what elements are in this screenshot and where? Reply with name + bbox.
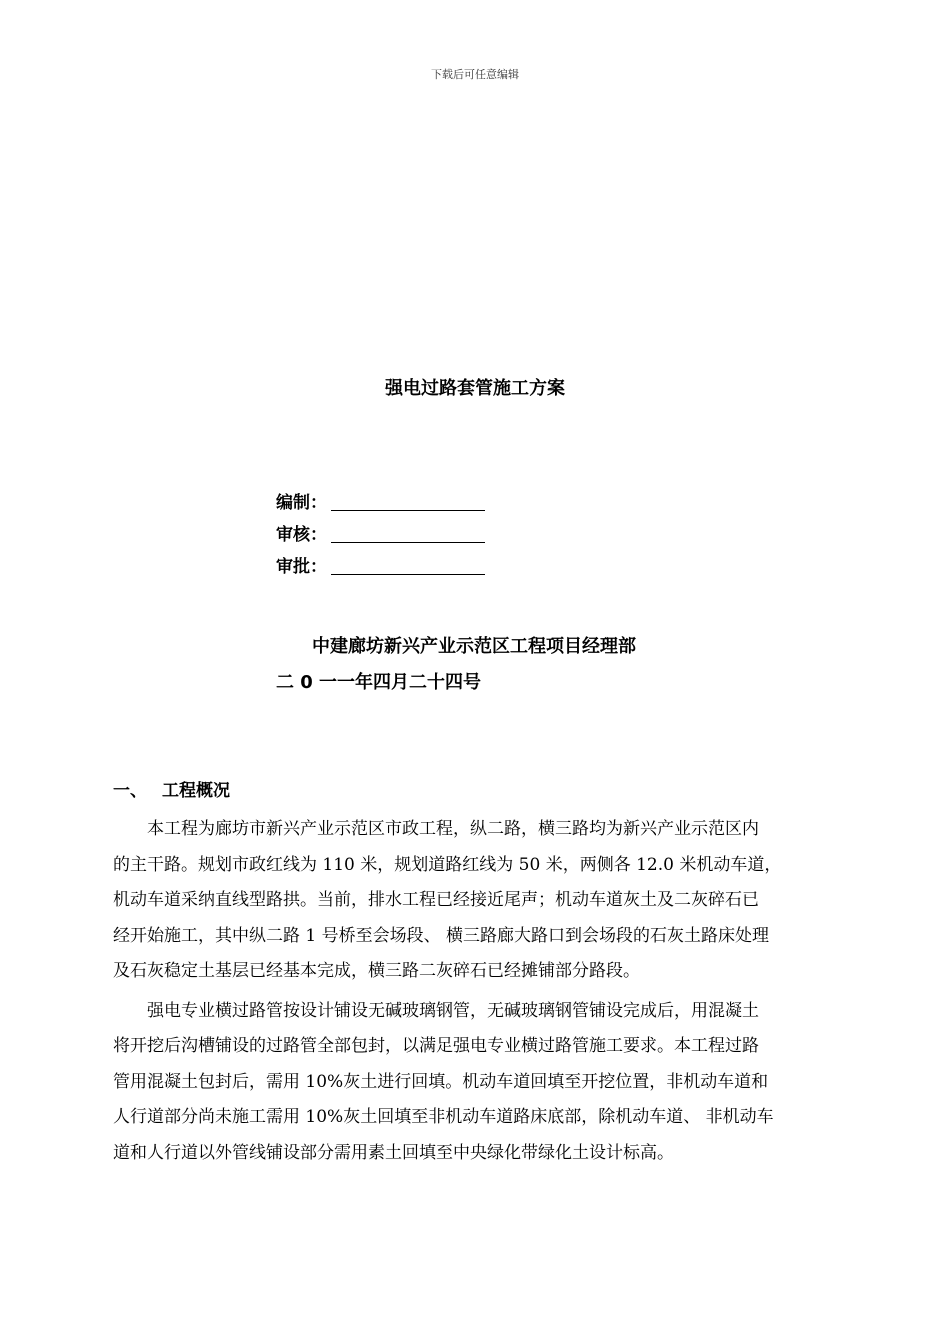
signature-label: 编制：: [276, 492, 327, 513]
signature-label: 审批：: [276, 556, 327, 577]
text-line: 强电专业横过路管按设计铺设无碱玻璃钢管，无碱玻璃钢管铺设完成后，用混凝土: [113, 1000, 759, 1021]
section-number: 一、: [113, 781, 147, 801]
body-text: [113, 812, 853, 1175]
text-line: 管用混凝土包封后，需用 10%灰土进行回填。机动车道回填至开挖位置，非机动车道和: [113, 1071, 769, 1092]
text-line: 及石灰稳定土基层已经基本完成，横三路二灰碎石已经摊铺部分路段。: [113, 961, 640, 981]
text-line: 本工程为廊坊市新兴产业示范区市政工程，纵二路，横三路均为新兴产业示范区内: [113, 819, 759, 839]
section-heading: [113, 776, 230, 801]
signature-row-compile: [276, 484, 485, 516]
signature-block: [276, 484, 485, 580]
text-line: 将开挖后沟槽铺设的过路管全部包封，以满足强电专业横过路管施工要求。本工程过路: [113, 1036, 759, 1056]
text-line: 道和人行道以外管线铺设部分需用素土回填至中央绿化带绿化土设计标高。: [113, 1142, 674, 1163]
document-date: 二 0 一一年四月二十四号: [276, 672, 482, 693]
signature-label: 审核：: [276, 524, 327, 545]
paragraph: [113, 994, 853, 1172]
signature-line: [331, 494, 485, 511]
text-line: 的主干路。规划市政红线为 110 米，规划道路红线为 50 米，两侧各 12.0 米机动车道，: [113, 854, 782, 875]
text-line: 经开始施工，其中纵二路 1 号桥至会场段、 横三路廊大路口到会场段的石灰土路床处理: [113, 925, 770, 946]
paragraph: [113, 812, 853, 990]
signature-line: [331, 558, 485, 575]
signature-row-review: [276, 516, 485, 548]
text-line: 人行道部分尚未施工需用 10%灰土回填至非机动车道路床底部，除机动车道、 非机动车: [113, 1107, 774, 1127]
signature-line: [331, 526, 485, 543]
text-line: 机动车道采纳直线型路拱。当前，排水工程已经接近尾声；机动车道灰土及二灰碎石已: [113, 890, 759, 910]
document-title: 强电过路套管施工方案: [385, 378, 565, 399]
signature-row-approve: [276, 548, 485, 580]
section-title: 工程概况: [162, 781, 230, 801]
organization-name: 中建廊坊新兴产业示范区工程项目经理部: [312, 636, 636, 657]
header-note: 下载后可任意编辑: [431, 68, 519, 81]
